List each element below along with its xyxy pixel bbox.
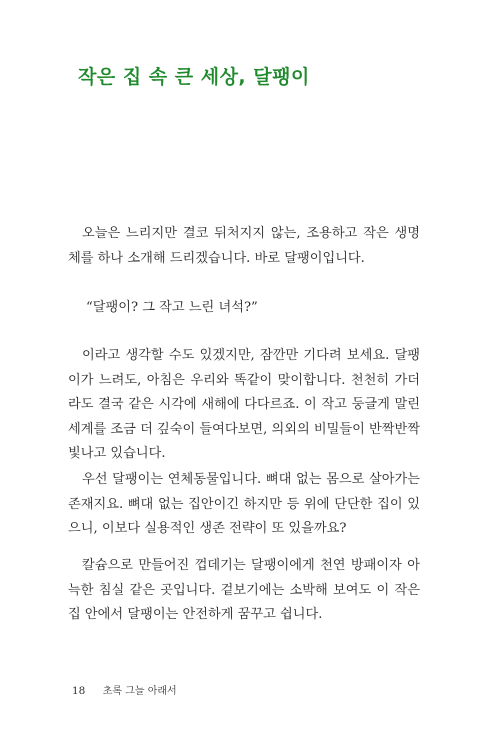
paragraph-1: 오늘은 느리지만 결코 뒤처지지 않는, 조용하고 작은 생명체를 하나 소개해 드리겠습니다. 바로 달팽이입니다. (68, 226, 420, 266)
quote-line: “달팽이? 그 작고 느린 녀석?” (86, 300, 258, 315)
paragraph-1-block (68, 222, 420, 271)
running-title: 초록 그늘 아래서 (102, 686, 177, 697)
page-number: 18 (72, 685, 86, 697)
paragraph-5-block (68, 554, 420, 628)
paragraph-3-block (68, 344, 420, 467)
paragraph-3: 이라고 생각할 수도 있겠지만, 잠깐만 기다려 보세요. 달팽이가 느려도, 아침은 우리와 똑같이 맞이합니다. 천천히 가더라도 결국 같은 시각에 새해에 다다르죠. 이 작고 둥글게 말린 세계를 조금 더 깊숙이 들여다보면, 의외의 비밀들이 반짝반짝 빛나고 있습니다. (68, 348, 421, 461)
quote-block (68, 296, 420, 321)
paragraph-4-block (68, 468, 420, 542)
paragraph-5: 칼슘으로 만들어진 껍데기는 달팽이에게 천연 방패이자 아늑한 침실 같은 곳입니다. 겉보기에는 소박해 보여도 이 작은 집 안에서 달팽이는 안전하게 꿈꾸고 쉽니다. (68, 558, 420, 622)
chapter-title: 작은 집 속 큰 세상, 달팽이 (78, 66, 310, 88)
page-footer (72, 682, 177, 697)
paragraph-4: 우선 달팽이는 연체동물입니다. 뼈대 없는 몸으로 살아가는 존재지요. 뼈대 없는 집안이긴 하지만 등 위에 단단한 집이 있으니, 이보다 실용적인 생존 전략이 또 있을까요? (68, 472, 420, 536)
